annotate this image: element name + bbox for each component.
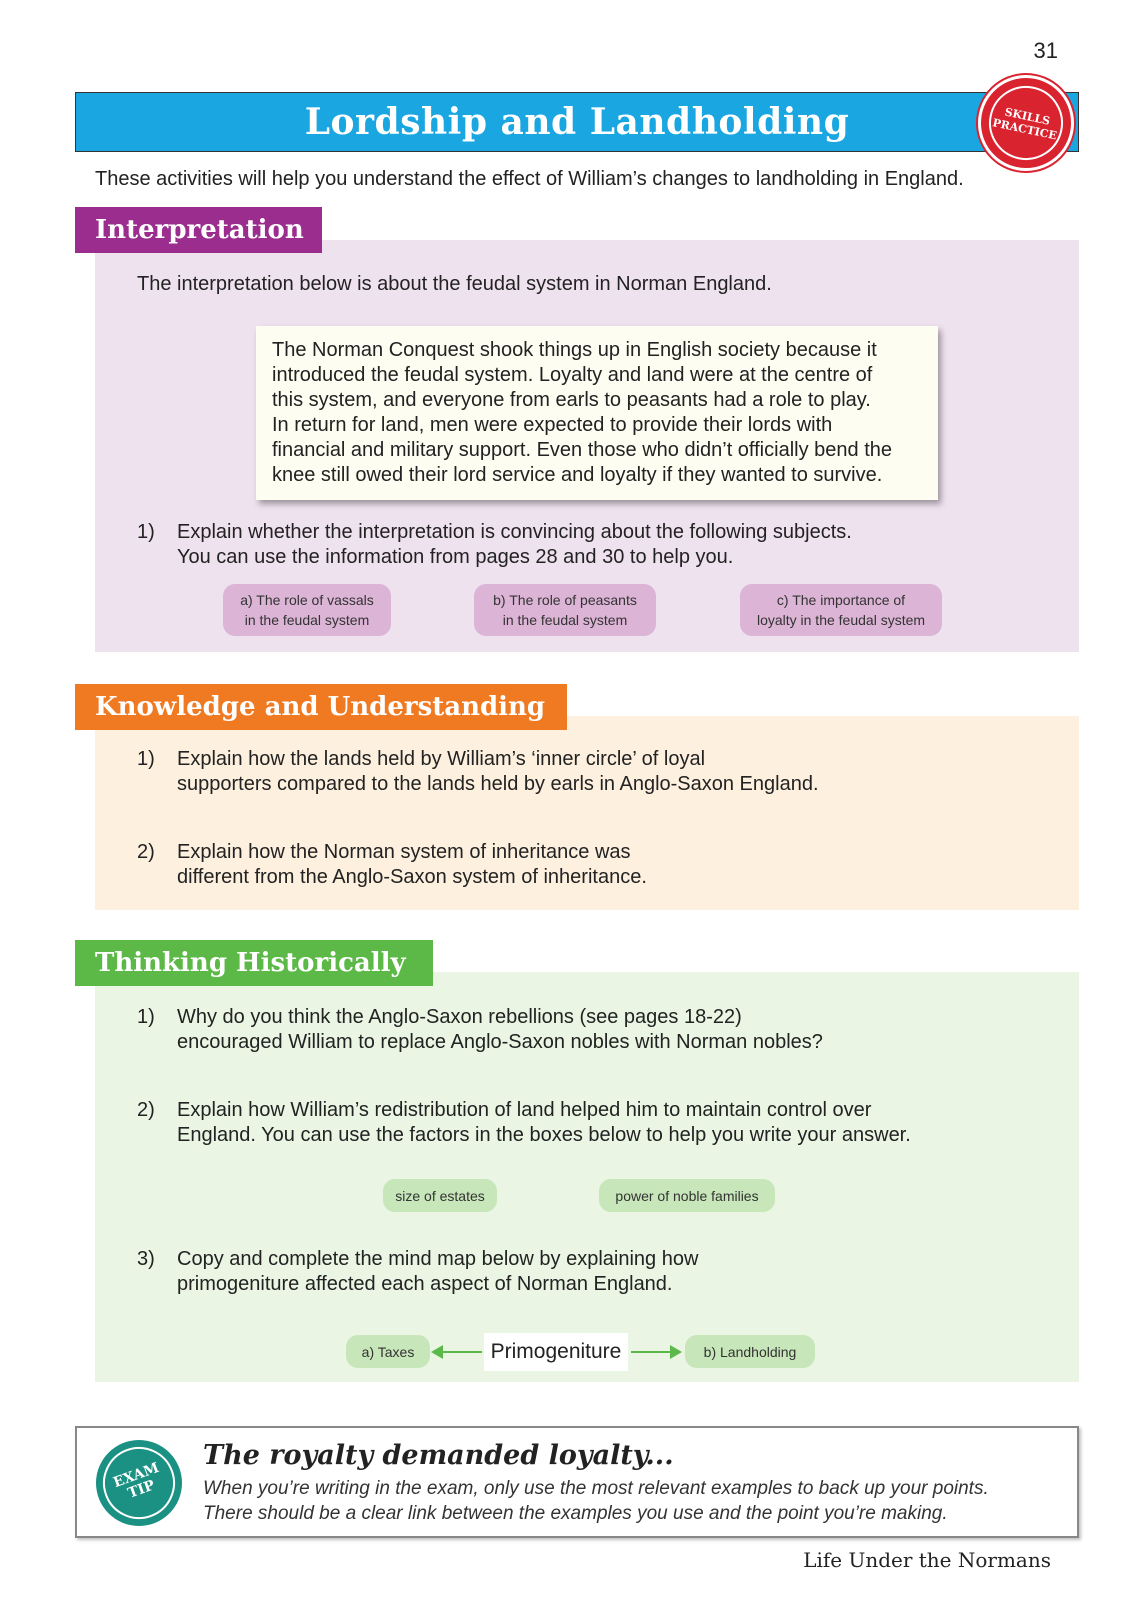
interpretation-quote: The Norman Conquest shook things up in English society because it introduced the feudal system. Loyalty and land were at the centre of this system, and everyone from earls to peasants had a role to play. In return for land, men were expected to provide their lords with financial and military support. Even those who didn’t officially bend the knee still owed their lord service and loyalty if they wanted to survive. — [256, 326, 938, 500]
question-number: 3) — [137, 1248, 155, 1270]
knowledge-question-2 — [137, 840, 1037, 890]
question-text: Explain whether the interpretation is convincing about the following subjects. You can use the information from pages 28 and 30 to help you. — [177, 521, 852, 568]
subject-pill-peasants: b) The role of peasants in the feudal system — [474, 584, 656, 636]
question-number: 2) — [137, 841, 155, 863]
stamp-text: SKILLS PRACTICE — [991, 105, 1058, 143]
exam-tip-badge — [96, 1440, 182, 1526]
knowledge-heading: Knowledge and Understanding — [75, 684, 567, 730]
question-number: 2) — [137, 1099, 155, 1121]
question-number: 1) — [137, 521, 155, 543]
intro-text: These activities will help you understand the effect of William’s changes to landholding in England. — [95, 168, 964, 190]
thinking-question-1 — [137, 1005, 1037, 1055]
question-text: Explain how the lands held by William’s ‘inner circle’ of loyal supporters compared to the lands held by earls in Anglo-Saxon England. — [177, 748, 819, 795]
footer-text: Life Under the Normans — [803, 1548, 1051, 1572]
mindmap-center: Primogeniture — [484, 1333, 628, 1371]
skills-practice-stamp — [978, 75, 1074, 171]
thinking-heading: Thinking Historically — [75, 940, 433, 986]
stamp-ring — [982, 79, 1070, 167]
interpretation-lead: The interpretation below is about the feudal system in Norman England. — [137, 273, 772, 295]
mindmap-landholding: b) Landholding — [685, 1335, 815, 1368]
exam-tip-badge-text: EXAM TIP — [111, 1459, 162, 1502]
question-text: Explain how William’s redistribution of land helped him to maintain control over England. You can use the factors in the boxes below to help you write your answer. — [177, 1099, 911, 1146]
arrow-right-icon — [670, 1345, 682, 1359]
exam-tip-heading: The royalty demanded loyalty... — [203, 1440, 674, 1471]
interpretation-question — [137, 520, 1037, 570]
page-title: Lordship and Landholding — [304, 101, 850, 143]
thinking-question-2 — [137, 1098, 1037, 1148]
question-text: Copy and complete the mind map below by explaining how primogeniture affected each aspect of Norman England. — [177, 1248, 699, 1295]
title-bar — [75, 92, 1079, 152]
question-text: Why do you think the Anglo-Saxon rebellions (see pages 18-22) encouraged William to replace Anglo-Saxon nobles with Norman nobles? — [177, 1006, 823, 1053]
mindmap-taxes: a) Taxes — [346, 1335, 430, 1368]
arrow-left-icon — [431, 1345, 443, 1359]
exam-tip-body: When you’re writing in the exam, only use the most relevant examples to back up your points. There should be a clear link between the examples you use and the point you’re making. — [203, 1478, 989, 1524]
subject-pill-vassals: a) The role of vassals in the feudal system — [223, 584, 391, 636]
factor-pill-noble-families: power of noble families — [599, 1179, 775, 1212]
interpretation-heading: Interpretation — [75, 207, 322, 253]
subject-pill-loyalty: c) The importance of loyalty in the feudal system — [740, 584, 942, 636]
mindmap-left-arrow-line — [442, 1351, 482, 1353]
mindmap-right-arrow-line — [631, 1351, 671, 1353]
question-number: 1) — [137, 1006, 155, 1028]
page-number: 31 — [1033, 38, 1058, 63]
knowledge-question-1 — [137, 747, 1037, 797]
question-number: 1) — [137, 748, 155, 770]
thinking-question-3 — [137, 1247, 1037, 1297]
question-text: Explain how the Norman system of inheritance was different from the Anglo-Saxon system of inheritance. — [177, 841, 647, 888]
factor-pill-estates: size of estates — [383, 1179, 497, 1212]
